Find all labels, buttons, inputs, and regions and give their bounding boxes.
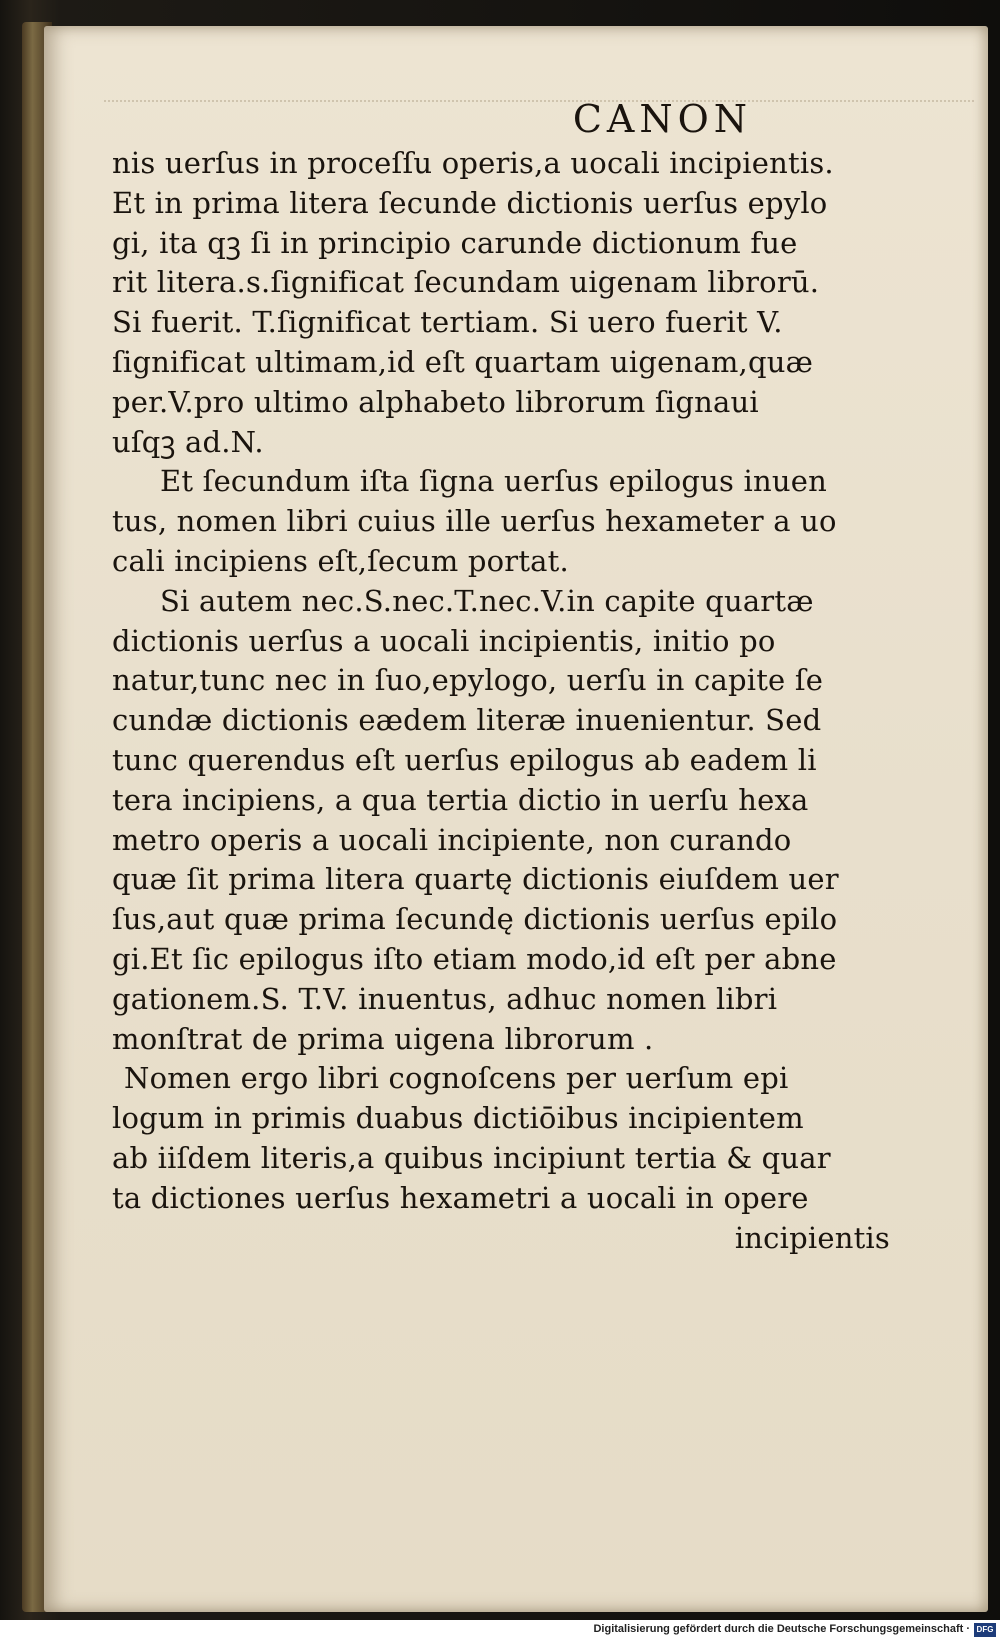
text-line: Et in prima litera ſecunde dictionis uerſus epylo	[112, 185, 828, 220]
text-line: tera incipiens, a qua tertia dictio in uerſu hexa	[112, 782, 809, 817]
text-line: Nomen ergo libri cognoſcens per uerſum epi	[124, 1061, 789, 1096]
text-line: tus, nomen libri cuius ille uerſus hexameter a uo	[112, 504, 837, 539]
text-line: monſtrat de prima uigena librorum .	[112, 1021, 654, 1056]
text-line: gi, ita qꝫ ſi in principio carunde dictionum fue	[112, 225, 798, 260]
text-line: cundæ dictionis eædem literæ inuenientur. Sed	[112, 703, 822, 738]
text-line: nis uerſus in proceſſu operis,a uocali incipientis.	[112, 146, 834, 180]
text-line: gationem.S. T.V. inuentus, adhuc nomen libri	[112, 981, 778, 1016]
text-line: metro operis a uocali incipiente, non curando	[112, 822, 792, 857]
paragraph-3	[112, 582, 902, 1060]
text-line: rit litera.s.ſignificat ſecundam uigenam librorū.	[112, 265, 820, 300]
text-line: cali incipiens eſt,ſecum portat.	[112, 543, 569, 578]
paragraph-1	[112, 144, 902, 462]
page-text-block	[112, 96, 902, 1258]
text-line: logum in primis duabus dictiōibus incipientem	[112, 1101, 804, 1136]
text-line: ſus,aut quæ prima ſecundę dictionis uerſus epilo	[112, 902, 838, 937]
text-line: ſignificat ultimam,id eſt quartam uigenam,quæ	[112, 344, 814, 379]
text-line: gi.Et ſic epilogus iſto etiam modo,id eſt per abne	[112, 941, 837, 976]
text-line: uſqꝫ ad.N.	[112, 424, 264, 459]
digitization-footer	[0, 1620, 1000, 1641]
paragraph-2	[112, 462, 902, 581]
text-line: quæ ſit prima litera quartę dictionis eiuſdem uer	[112, 862, 839, 897]
text-line: tunc querendus eſt uerſus epilogus ab eadem li	[112, 742, 817, 777]
text-line: dictionis uerſus a uocali incipientis, initio po	[112, 623, 776, 658]
running-head: CANON	[572, 97, 752, 141]
paragraph-4	[112, 1059, 902, 1218]
text-line: natur,tunc nec in ſuo,epylogo, uerſu in capite ſe	[112, 663, 824, 698]
text-line: Si fuerit. T.ſignificat tertiam. Si uero fuerit V.	[112, 305, 783, 340]
text-line: Et ſecundum iſta ſigna uerſus epilogus inuen	[160, 464, 827, 499]
catchword: incipientis	[734, 1220, 890, 1255]
text-line: ab iiſdem literis,a quibus incipiunt tertia & quar	[112, 1140, 831, 1175]
funding-notice: Digitalisierung gefördert durch die Deutsche Forschungsgemeinschaft ·	[593, 1623, 970, 1635]
text-line: per.V.pro ultimo alphabeto librorum ſignaui	[112, 384, 759, 419]
dfg-logo: DFG	[974, 1623, 996, 1637]
text-line: Si autem nec.S.nec.T.nec.V.in capite quartæ	[160, 583, 814, 618]
text-line: ta dictiones uerſus hexametri a uocali in opere	[112, 1180, 809, 1215]
